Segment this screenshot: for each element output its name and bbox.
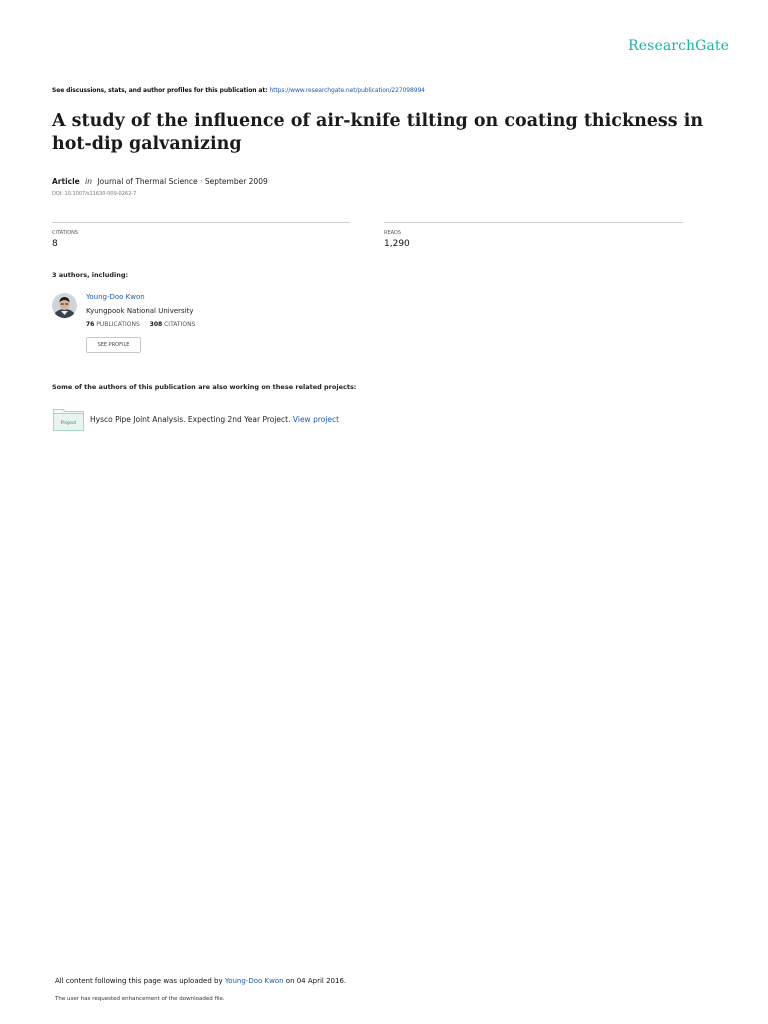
reads-label: READS <box>384 230 402 236</box>
authors-heading: 3 authors, including: <box>52 271 129 279</box>
doi: DOI: 10.1007/s11630-009-0262-7 <box>52 191 137 197</box>
journal-link[interactable]: Journal of Thermal Science · September 2009 <box>97 177 268 186</box>
publication-url-link[interactable]: https://www.researchgate.net/publication/227098994 <box>269 87 425 94</box>
upload-notice <box>55 977 346 985</box>
citations-value: 8 <box>52 239 58 249</box>
author-institution: Kyungpook National University <box>86 307 194 315</box>
author-citations-label: CITATIONS <box>164 321 196 328</box>
author-publications-count: 76 <box>86 321 95 328</box>
discussion-prefix: See discussions, stats, and author profiles for this publication at: <box>52 87 268 94</box>
publication-type: Article <box>52 177 80 186</box>
author-citations-count: 308 <box>149 321 163 328</box>
divider-reads <box>384 222 683 223</box>
avatar-photo-icon <box>52 293 77 318</box>
in-word: in <box>85 177 92 186</box>
publication-title: A study of the influence of air-knife tilting on coating thickness in hot-dip galvanizing <box>52 111 704 154</box>
author-stats <box>86 321 195 328</box>
author-publications-label: PUBLICATIONS <box>96 321 140 328</box>
researchgate-logo[interactable]: ResearchGate <box>628 38 729 54</box>
discussion-line <box>52 87 425 94</box>
author-avatar[interactable] <box>52 293 77 318</box>
divider-citations <box>52 222 350 223</box>
related-projects-heading: Some of the authors of this publication are also working on these related projects: <box>52 383 357 391</box>
uploader-link[interactable]: Young-Doo Kwon <box>224 977 284 985</box>
upload-suffix: on 04 April 2016. <box>285 977 347 985</box>
see-profile-button[interactable]: SEE PROFILE <box>86 337 141 353</box>
publication-meta <box>52 177 268 186</box>
project-item <box>90 415 339 424</box>
project-thumb-label: Project <box>60 421 77 426</box>
reads-value: 1,290 <box>384 239 410 249</box>
project-folder-icon <box>53 407 84 431</box>
project-description: Hysco Pipe Joint Analysis. Expecting 2nd Year Project. <box>90 415 291 424</box>
author-name-link[interactable]: Young-Doo Kwon <box>86 293 145 301</box>
citations-label: CITATIONS <box>52 230 79 236</box>
view-project-link[interactable]: View project <box>292 415 340 424</box>
project-thumbnail[interactable] <box>53 407 84 431</box>
upload-prefix: All content following this page was uploaded by <box>55 977 223 985</box>
enhancement-note: The user has requested enhancement of the downloaded file. <box>55 996 225 1002</box>
